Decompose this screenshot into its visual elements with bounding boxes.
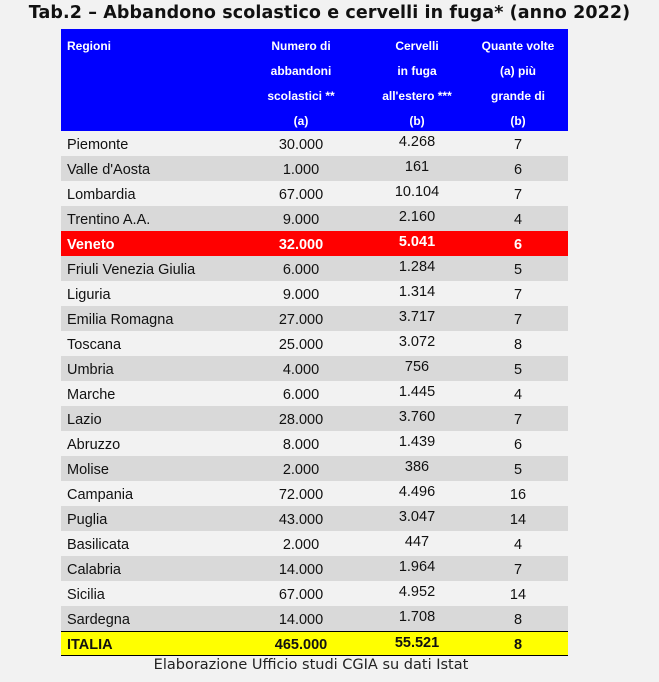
table-row (61, 531, 568, 556)
cell-volte: 4 (513, 387, 523, 403)
cell-region: Molise (67, 462, 109, 478)
cell-region: Veneto (67, 237, 115, 253)
header-line: scolastici ** (267, 89, 335, 103)
table-row (61, 506, 568, 531)
cell-cervelli: 4.268 (398, 134, 436, 150)
cell-volte: 7 (513, 412, 523, 428)
table-row (61, 456, 568, 481)
cell-volte: 7 (513, 187, 523, 203)
cell-volte: 7 (513, 287, 523, 303)
header-quante-volte (468, 34, 568, 134)
cell-volte: 6 (513, 162, 523, 178)
cell-region: Sardegna (67, 612, 130, 628)
cell-abbandoni: 28.000 (278, 412, 324, 428)
cell-abbandoni: 67.000 (278, 187, 324, 203)
cell-cervelli: 4.952 (398, 584, 436, 600)
table-row (61, 381, 568, 406)
header-line: abbandoni (270, 64, 332, 78)
cell-region: Valle d'Aosta (67, 162, 151, 178)
cell-volte: 4 (513, 537, 523, 553)
cell-region: Friuli Venezia Giulia (67, 262, 196, 278)
cell-cervelli: 1.445 (398, 384, 436, 400)
cell-volte: 14 (509, 512, 527, 528)
cell-region: ITALIA (67, 637, 113, 653)
cell-cervelli: 1.284 (398, 259, 436, 275)
cell-abbandoni: 8.000 (282, 437, 320, 453)
data-table (61, 29, 568, 656)
cell-cervelli: 10.104 (394, 184, 440, 200)
cell-cervelli: 5.041 (398, 234, 436, 250)
table-header (61, 29, 568, 131)
cell-region: Umbria (67, 362, 114, 378)
cell-abbandoni: 43.000 (278, 512, 324, 528)
cell-region: Trentino A.A. (67, 212, 151, 228)
cell-cervelli: 1.439 (398, 434, 436, 450)
cell-abbandoni: 1.000 (282, 162, 320, 178)
cell-cervelli: 3.072 (398, 334, 436, 350)
cell-abbandoni: 14.000 (278, 562, 324, 578)
cell-volte: 8 (513, 637, 523, 653)
table-row (61, 281, 568, 306)
cell-volte: 7 (513, 137, 523, 153)
cell-abbandoni: 30.000 (278, 137, 324, 153)
header-line: all'estero *** (382, 89, 452, 103)
cell-abbandoni: 67.000 (278, 587, 324, 603)
header-cervelli (366, 34, 468, 134)
cell-cervelli: 3.760 (398, 409, 436, 425)
total-row (61, 631, 568, 656)
cell-volte: 8 (513, 337, 523, 353)
table-row (61, 556, 568, 581)
cell-abbandoni: 6.000 (282, 387, 320, 403)
header-line: Numero di (271, 39, 331, 53)
cell-region: Lazio (67, 412, 102, 428)
table-title: Tab.2 – Abbandono scolastico e cervelli in fuga* (anno 2022) (28, 3, 631, 23)
cell-volte: 6 (513, 237, 523, 253)
table-row (61, 306, 568, 331)
cell-cervelli: 1.314 (398, 284, 436, 300)
header-line: grande di (490, 89, 545, 103)
cell-volte: 8 (513, 612, 523, 628)
cell-cervelli: 161 (404, 159, 430, 175)
cell-abbandoni: 32.000 (278, 237, 324, 253)
cell-region: Emilia Romagna (67, 312, 174, 328)
table-row (61, 606, 568, 631)
cell-region: Liguria (67, 287, 111, 303)
table-row (61, 356, 568, 381)
header-line: Regioni (67, 39, 111, 53)
cell-cervelli: 3.047 (398, 509, 436, 525)
cell-region: Calabria (67, 562, 121, 578)
cell-cervelli: 3.717 (398, 309, 436, 325)
cell-volte: 5 (513, 262, 523, 278)
cell-volte: 14 (509, 587, 527, 603)
cell-volte: 16 (509, 487, 527, 503)
cell-abbandoni: 14.000 (278, 612, 324, 628)
cell-region: Toscana (67, 337, 122, 353)
table-row-highlighted (61, 231, 568, 256)
cell-volte: 5 (513, 462, 523, 478)
header-line: (b) (510, 114, 526, 128)
cell-abbandoni: 6.000 (282, 262, 320, 278)
cell-region: Piemonte (67, 137, 129, 153)
cell-region: Abruzzo (67, 437, 121, 453)
cell-cervelli: 447 (404, 534, 430, 550)
cell-abbandoni: 25.000 (278, 337, 324, 353)
cell-region: Lombardia (67, 187, 136, 203)
cell-volte: 7 (513, 562, 523, 578)
header-line: (b) (409, 114, 425, 128)
cell-region: Campania (67, 487, 134, 503)
cell-cervelli: 1.708 (398, 609, 436, 625)
table-row (61, 156, 568, 181)
cell-abbandoni: 9.000 (282, 212, 320, 228)
cell-cervelli: 386 (404, 459, 430, 475)
cell-cervelli: 2.160 (398, 209, 436, 225)
cell-cervelli: 1.964 (398, 559, 436, 575)
header-regioni (67, 34, 111, 59)
cell-abbandoni: 465.000 (274, 637, 328, 653)
header-line: (a) (293, 114, 309, 128)
cell-volte: 4 (513, 212, 523, 228)
table-row (61, 331, 568, 356)
header-line: in fuga (397, 64, 437, 78)
header-line: Cervelli (395, 39, 439, 53)
table-row (61, 181, 568, 206)
cell-cervelli: 55.521 (394, 635, 440, 651)
cell-region: Marche (67, 387, 116, 403)
header-line: (a) più (500, 64, 536, 78)
cell-region: Puglia (67, 512, 108, 528)
cell-abbandoni: 4.000 (282, 362, 320, 378)
cell-abbandoni: 2.000 (282, 462, 320, 478)
cell-cervelli: 756 (404, 359, 430, 375)
table-row (61, 406, 568, 431)
cell-region: Basilicata (67, 537, 130, 553)
table-row (61, 256, 568, 281)
cell-volte: 5 (513, 362, 523, 378)
table-row (61, 431, 568, 456)
cell-abbandoni: 72.000 (278, 487, 324, 503)
cell-abbandoni: 27.000 (278, 312, 324, 328)
table-row (61, 481, 568, 506)
header-abbandoni (251, 34, 351, 134)
table-row (61, 581, 568, 606)
cell-region: Sicilia (67, 587, 105, 603)
cell-volte: 7 (513, 312, 523, 328)
cell-abbandoni: 2.000 (282, 537, 320, 553)
header-line: Quante volte (481, 39, 555, 53)
cell-abbandoni: 9.000 (282, 287, 320, 303)
source-note: Elaborazione Ufficio studi CGIA su dati Istat (153, 657, 469, 673)
cell-volte: 6 (513, 437, 523, 453)
table-row (61, 131, 568, 156)
table-body (61, 131, 568, 631)
table-row (61, 206, 568, 231)
cell-cervelli: 4.496 (398, 484, 436, 500)
